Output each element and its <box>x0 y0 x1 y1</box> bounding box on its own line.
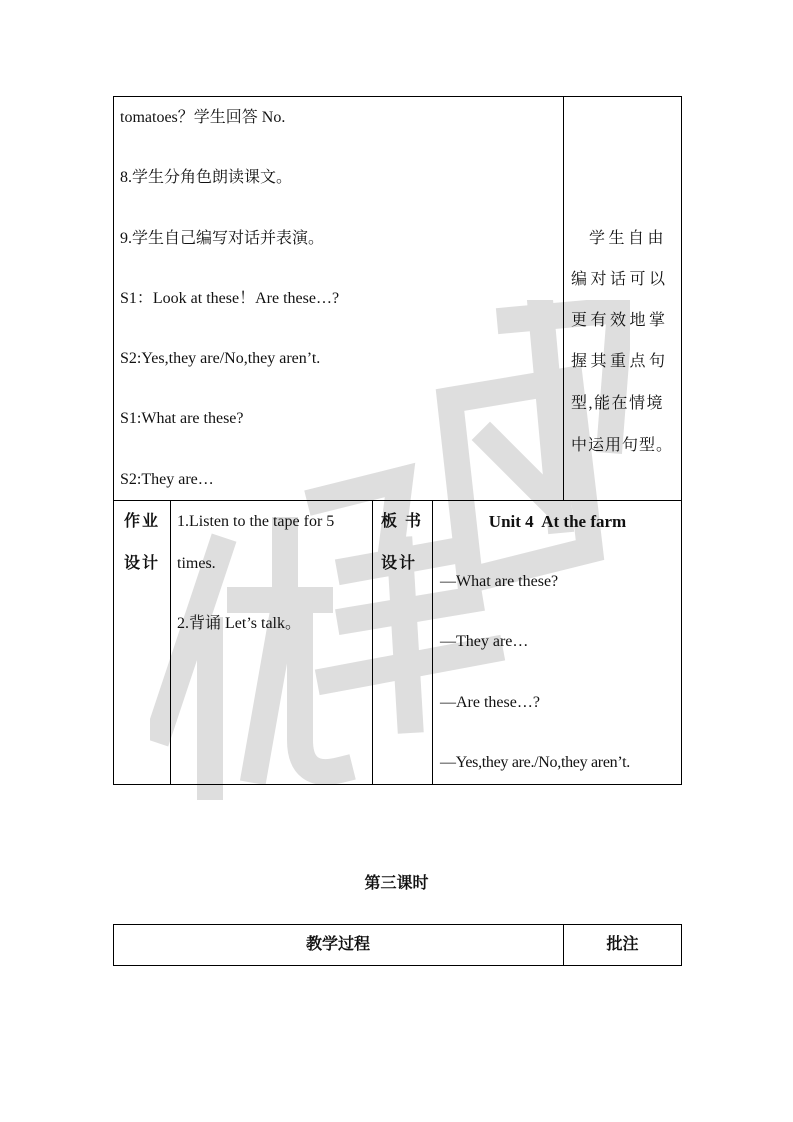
upper-row-divider <box>113 500 682 501</box>
homework-label-bottom: 设计 <box>124 555 161 572</box>
board-line: —What are these? <box>440 573 559 590</box>
process-line: 8.学生分角色朗读课文。 <box>120 169 293 186</box>
process-line: S1:What are these? <box>120 410 244 427</box>
board-line: —They are… <box>440 633 529 650</box>
homework-item: times. <box>177 555 216 572</box>
board-label-bottom: 设计 <box>381 555 418 572</box>
board-label-top: 板 书 <box>381 513 424 530</box>
board-line: —Yes,they are./No,they aren’t. <box>440 754 630 771</box>
note-line: 编对话可以 <box>571 271 669 288</box>
note-line: 型,能在情境 <box>571 395 665 412</box>
process-line: S2:Yes,they are/No,they aren’t. <box>120 350 321 367</box>
note-line: 握其重点句 <box>571 353 669 370</box>
upper-column-divider <box>563 96 564 501</box>
board-title: Unit 4 At the farm <box>488 512 627 531</box>
process-line: S1：Look at these！Are these…? <box>120 290 340 307</box>
note-line: 更有效地掌 <box>571 312 669 329</box>
lower-header-process: 教学过程 <box>305 936 370 953</box>
note-line: 学生自由 <box>589 230 668 247</box>
note-line: 中运用句型。 <box>571 437 674 454</box>
homework-content-divider <box>372 500 373 785</box>
process-line: tomatoes？学生回答 No. <box>120 109 286 126</box>
homework-label-top: 作业 <box>124 513 161 530</box>
homework-item: 2.背诵 Let’s talk。 <box>177 615 301 632</box>
process-line: 9.学生自己编写对话并表演。 <box>120 230 325 247</box>
process-line: S2:They are… <box>120 471 214 488</box>
lower-header-notes: 批注 <box>606 936 639 953</box>
homework-item: 1.Listen to the tape for 5 <box>177 513 335 530</box>
board-line: —Are these…? <box>440 694 540 711</box>
board-label-divider <box>432 500 433 785</box>
homework-label-divider <box>170 500 171 785</box>
section-title: 第三课时 <box>364 875 429 892</box>
